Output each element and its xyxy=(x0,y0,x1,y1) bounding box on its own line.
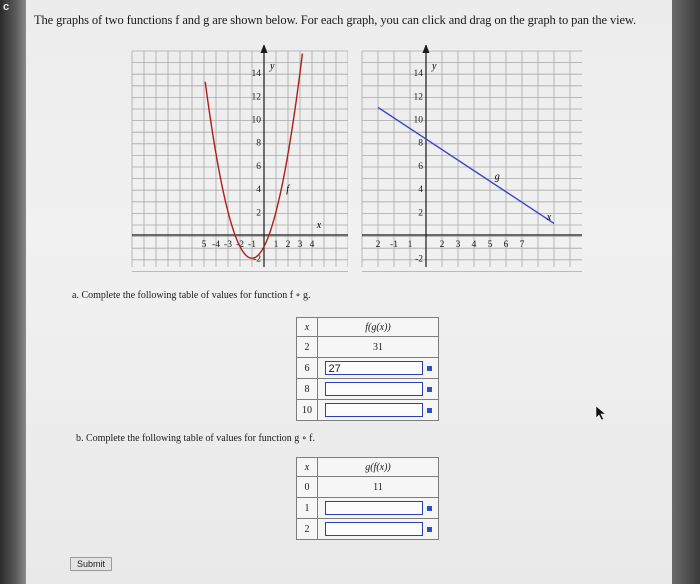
table-row xyxy=(297,477,439,498)
y-tick-label: 2 xyxy=(256,208,261,219)
answer-input[interactable]: 27 xyxy=(325,361,423,375)
y-tick-label: -2 xyxy=(415,254,423,265)
answer-input[interactable] xyxy=(325,501,423,515)
x-tick-label: 7 xyxy=(519,240,525,250)
table-row xyxy=(297,400,439,421)
graph-g-y-axis-label: y xyxy=(432,61,437,72)
table-row xyxy=(297,498,439,519)
header-x: x xyxy=(297,458,318,477)
header-gfx: g(f(x)) xyxy=(318,458,439,477)
part-b-table xyxy=(296,457,439,540)
x-tick-label: 3 xyxy=(455,240,461,250)
graph-g-function-label: g xyxy=(494,171,500,183)
row-value: 31 xyxy=(318,337,439,358)
worksheet-page xyxy=(26,0,672,584)
x-tick-label: -4 xyxy=(212,240,220,250)
header-x: x xyxy=(297,318,318,337)
y-tick-label: 8 xyxy=(418,138,423,149)
row-value: 11 xyxy=(318,477,439,498)
x-tick-label: 3 xyxy=(297,240,303,250)
x-tick-label: 2 xyxy=(285,240,291,250)
y-axis-arrow-icon xyxy=(423,45,430,53)
y-tick-label: 4 xyxy=(418,185,423,196)
photo-frame-right xyxy=(672,0,700,584)
answer-input[interactable] xyxy=(325,522,423,536)
x-tick-label: -2 xyxy=(236,240,244,250)
instruction-text: The graphs of two functions f and g are shown below. For each graph, you can click and drag on the graph to pan the view. xyxy=(34,13,637,27)
mouse-cursor-icon xyxy=(595,405,607,421)
y-tick-label: 12 xyxy=(413,92,423,103)
input-indicator-icon xyxy=(427,527,432,532)
x-tick-label: 2 xyxy=(375,240,381,250)
corner-glyph: c xyxy=(3,1,10,13)
table-header-row xyxy=(297,458,439,477)
graph-g-line xyxy=(378,107,554,223)
graph-g-x-axis-label: x xyxy=(546,211,552,223)
input-indicator-icon xyxy=(427,408,432,413)
row-x: 1 xyxy=(297,498,318,519)
y-tick-label: 10 xyxy=(251,115,261,126)
input-indicator-icon xyxy=(427,387,432,392)
x-tick-label: 4 xyxy=(471,240,477,250)
table-row xyxy=(297,519,439,540)
part-a-table xyxy=(296,317,439,421)
x-tick-label: 1 xyxy=(273,240,279,250)
row-x: 0 xyxy=(297,477,318,498)
y-tick-label: -2 xyxy=(253,254,261,265)
table-row xyxy=(297,358,439,379)
answer-input[interactable] xyxy=(325,403,423,417)
y-tick-label: 14 xyxy=(251,69,261,80)
y-tick-label: 2 xyxy=(418,208,423,219)
x-tick-label: -1 xyxy=(390,240,398,250)
y-tick-label: 4 xyxy=(256,185,261,196)
row-x: 10 xyxy=(297,400,318,421)
header-fgx: f(g(x)) xyxy=(318,318,439,337)
y-axis-arrow-icon xyxy=(261,45,268,53)
row-x: 2 xyxy=(297,519,318,540)
x-tick-label: 1 xyxy=(407,240,413,250)
photo-frame-left xyxy=(0,0,26,584)
row-x: 8 xyxy=(297,379,318,400)
row-x: 2 xyxy=(297,337,318,358)
y-tick-label: 12 xyxy=(251,92,261,103)
x-tick-label: 6 xyxy=(503,240,509,250)
graph-g-grid xyxy=(362,51,584,271)
graph-f-grid xyxy=(132,51,348,271)
y-tick-label: 10 xyxy=(413,115,423,126)
x-tick-label: -1 xyxy=(248,240,256,250)
graph-f-function-label: f xyxy=(286,184,289,196)
table-row xyxy=(297,379,439,400)
x-tick-label: 5 xyxy=(487,240,493,250)
graph-f-y-axis-label: y xyxy=(270,61,275,72)
y-tick-label: 14 xyxy=(413,69,423,80)
graph-g[interactable] xyxy=(358,45,584,273)
graph-g-axes xyxy=(362,45,582,267)
part-b-label: b. Complete the following table of values for function g ∘ f. xyxy=(76,433,316,444)
y-tick-label: 8 xyxy=(256,138,261,149)
x-tick-label: 5 xyxy=(201,240,207,250)
input-indicator-icon xyxy=(427,506,432,511)
y-tick-label: 6 xyxy=(256,161,261,172)
x-tick-label: 4 xyxy=(309,240,315,250)
y-tick-label: 6 xyxy=(418,161,423,172)
table-header-row xyxy=(297,318,439,337)
table-row xyxy=(297,337,439,358)
graph-f-x-axis-label: x xyxy=(316,220,322,232)
submit-button[interactable]: Submit xyxy=(70,557,112,571)
x-tick-label: -3 xyxy=(224,240,232,250)
graph-f[interactable] xyxy=(128,45,348,273)
part-a-label: a. Complete the following table of values for function f ∘ g. xyxy=(72,290,311,301)
row-x: 6 xyxy=(297,358,318,379)
input-indicator-icon xyxy=(427,366,432,371)
answer-input[interactable] xyxy=(325,382,423,396)
x-tick-label: 2 xyxy=(439,240,445,250)
